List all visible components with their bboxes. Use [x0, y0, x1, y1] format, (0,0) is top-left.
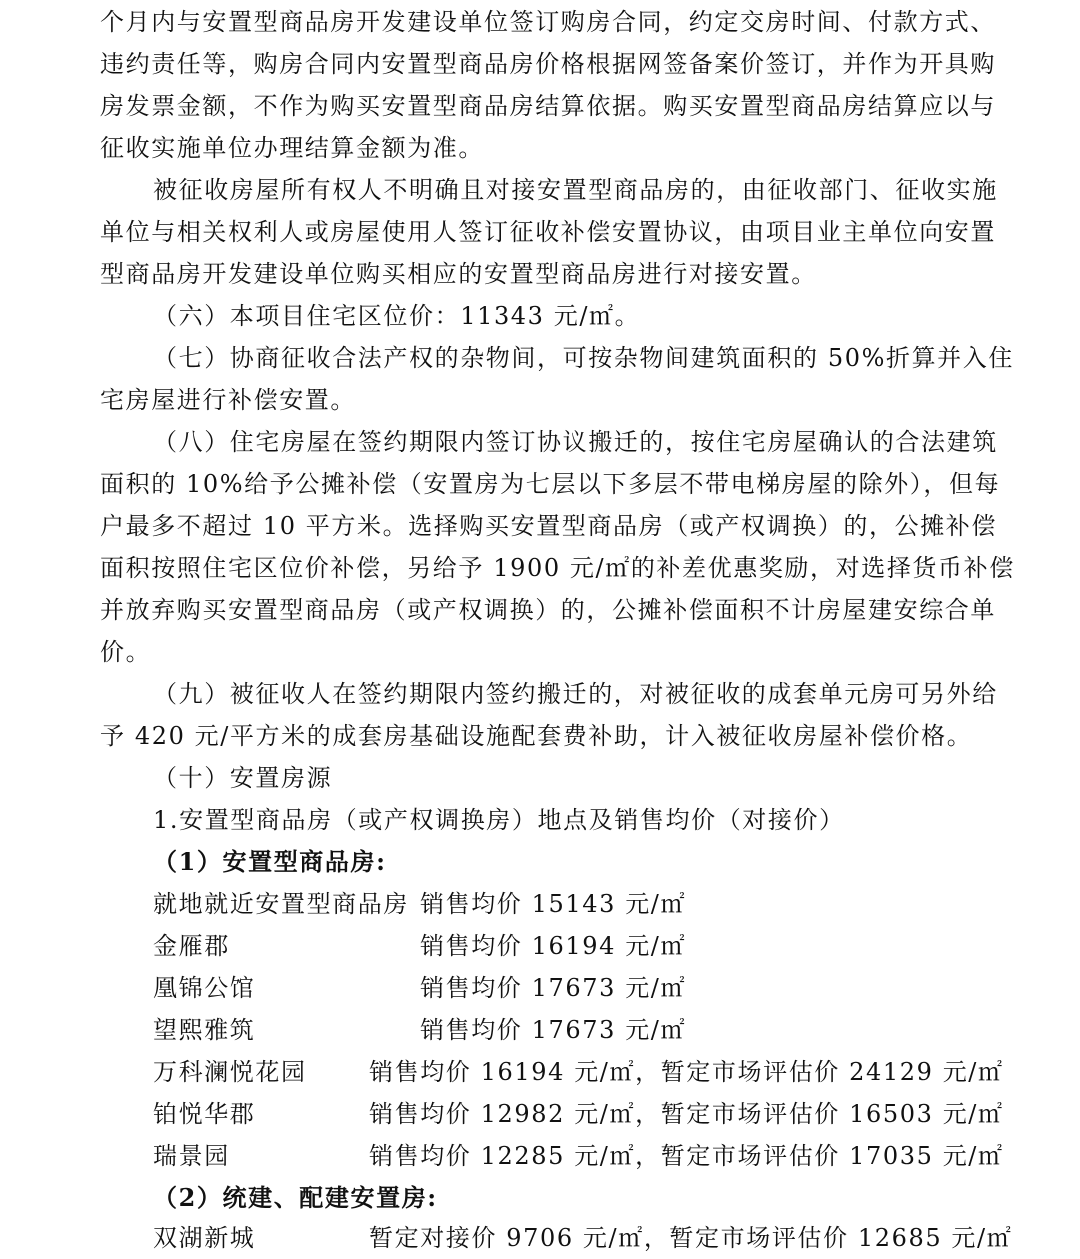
- housing-row: [153, 925, 990, 967]
- text-line: 面积的 10%给予公摊补偿（安置房为七层以下多层不带电梯房屋的除外），但每: [100, 470, 1001, 498]
- text-line: 宅房屋进行补偿安置。: [100, 386, 356, 414]
- section-title: （十）安置房源: [153, 764, 333, 792]
- housing-name: 万科澜悦花园: [153, 1058, 307, 1086]
- housing-row: [153, 883, 990, 925]
- housing-row: [153, 1051, 1004, 1093]
- housing-name: 凰锦公馆: [153, 974, 256, 1002]
- text-line: 予 420 元/平方米的成套房基础设施配套费补助，计入被征收房屋补偿价格。: [100, 722, 973, 750]
- text-line: 违约责任等，购房合同内安置型商品房价格根据网签备案价签订，并作为开具购: [100, 50, 996, 78]
- housing-price: 销售均价 15143 元/㎡: [420, 890, 687, 918]
- housing-price: 销售均价 17673 元/㎡: [420, 1016, 687, 1044]
- housing-name: 铂悦华郡: [153, 1100, 256, 1128]
- text-line: （七）协商征收合法产权的杂物间，可按杂物间建筑面积的 50%折算并入住: [153, 344, 1014, 372]
- text-line: 面积按照住宅区位价补偿，另给予 1900 元/㎡的补差优惠奖励，对选择货币补偿: [100, 554, 1015, 582]
- text-line: （八）住宅房屋在签约期限内签订协议搬迁的，按住宅房屋确认的合法建筑: [153, 428, 998, 456]
- text-line: （六）本项目住宅区位价：11343 元/㎡。: [153, 302, 641, 330]
- housing-name: 就地就近安置型商品房: [153, 890, 409, 918]
- subsection-heading: （2）统建、配建安置房:: [153, 1183, 438, 1212]
- housing-name: 瑞景园: [153, 1142, 230, 1170]
- text-line: 价。: [100, 638, 152, 666]
- housing-price: 销售均价 12982 元/㎡，暂定市场评估价 16503 元/㎡: [369, 1100, 1004, 1128]
- text-line: （九）被征收人在签约期限内签约搬迁的，对被征收的成套单元房可另外给: [153, 680, 998, 708]
- housing-price: 销售均价 12285 元/㎡，暂定市场评估价 17035 元/㎡: [369, 1142, 1004, 1170]
- text-line: 被征收房屋所有权人不明确且对接安置型商品房的，由征收部门、征收实施: [153, 176, 998, 204]
- housing-price: 销售均价 16194 元/㎡，暂定市场评估价 24129 元/㎡: [369, 1058, 1004, 1086]
- housing-row: [153, 1217, 1013, 1259]
- text-line: 单位与相关权利人或房屋使用人签订征收补偿安置协议，由项目业主单位向安置: [100, 218, 996, 246]
- housing-name: 双湖新城: [153, 1224, 256, 1252]
- housing-price: 暂定对接价 9706 元/㎡，暂定市场评估价 12685 元/㎡: [369, 1224, 1013, 1252]
- text-line: 并放弃购买安置型商品房（或产权调换）的，公摊补偿面积不计房屋建安综合单: [100, 596, 996, 624]
- housing-name: 金雁郡: [153, 932, 230, 960]
- text-line: 征收实施单位办理结算金额为准。: [100, 134, 484, 162]
- subsection-heading: （1）安置型商品房:: [153, 847, 387, 876]
- housing-row: [153, 1009, 990, 1051]
- text-line: 型商品房开发建设单位购买相应的安置型商品房进行对接安置。: [100, 260, 817, 288]
- housing-name: 望熙雅筑: [153, 1016, 256, 1044]
- text-line: 户最多不超过 10 平方米。选择购买安置型商品房（或产权调换）的，公摊补偿: [100, 512, 997, 540]
- housing-row: [153, 1135, 1004, 1177]
- housing-row: [153, 967, 990, 1009]
- text-line: 房发票金额，不作为购买安置型商品房结算依据。购买安置型商品房结算应以与: [100, 92, 996, 120]
- text-line: 个月内与安置型商品房开发建设单位签订购房合同，约定交房时间、付款方式、: [100, 8, 996, 36]
- subsection-title: 1.安置型商品房（或产权调换房）地点及销售均价（对接价）: [153, 806, 845, 834]
- housing-price: 销售均价 16194 元/㎡: [420, 932, 687, 960]
- housing-price: 销售均价 17673 元/㎡: [420, 974, 687, 1002]
- housing-row: [153, 1093, 1004, 1135]
